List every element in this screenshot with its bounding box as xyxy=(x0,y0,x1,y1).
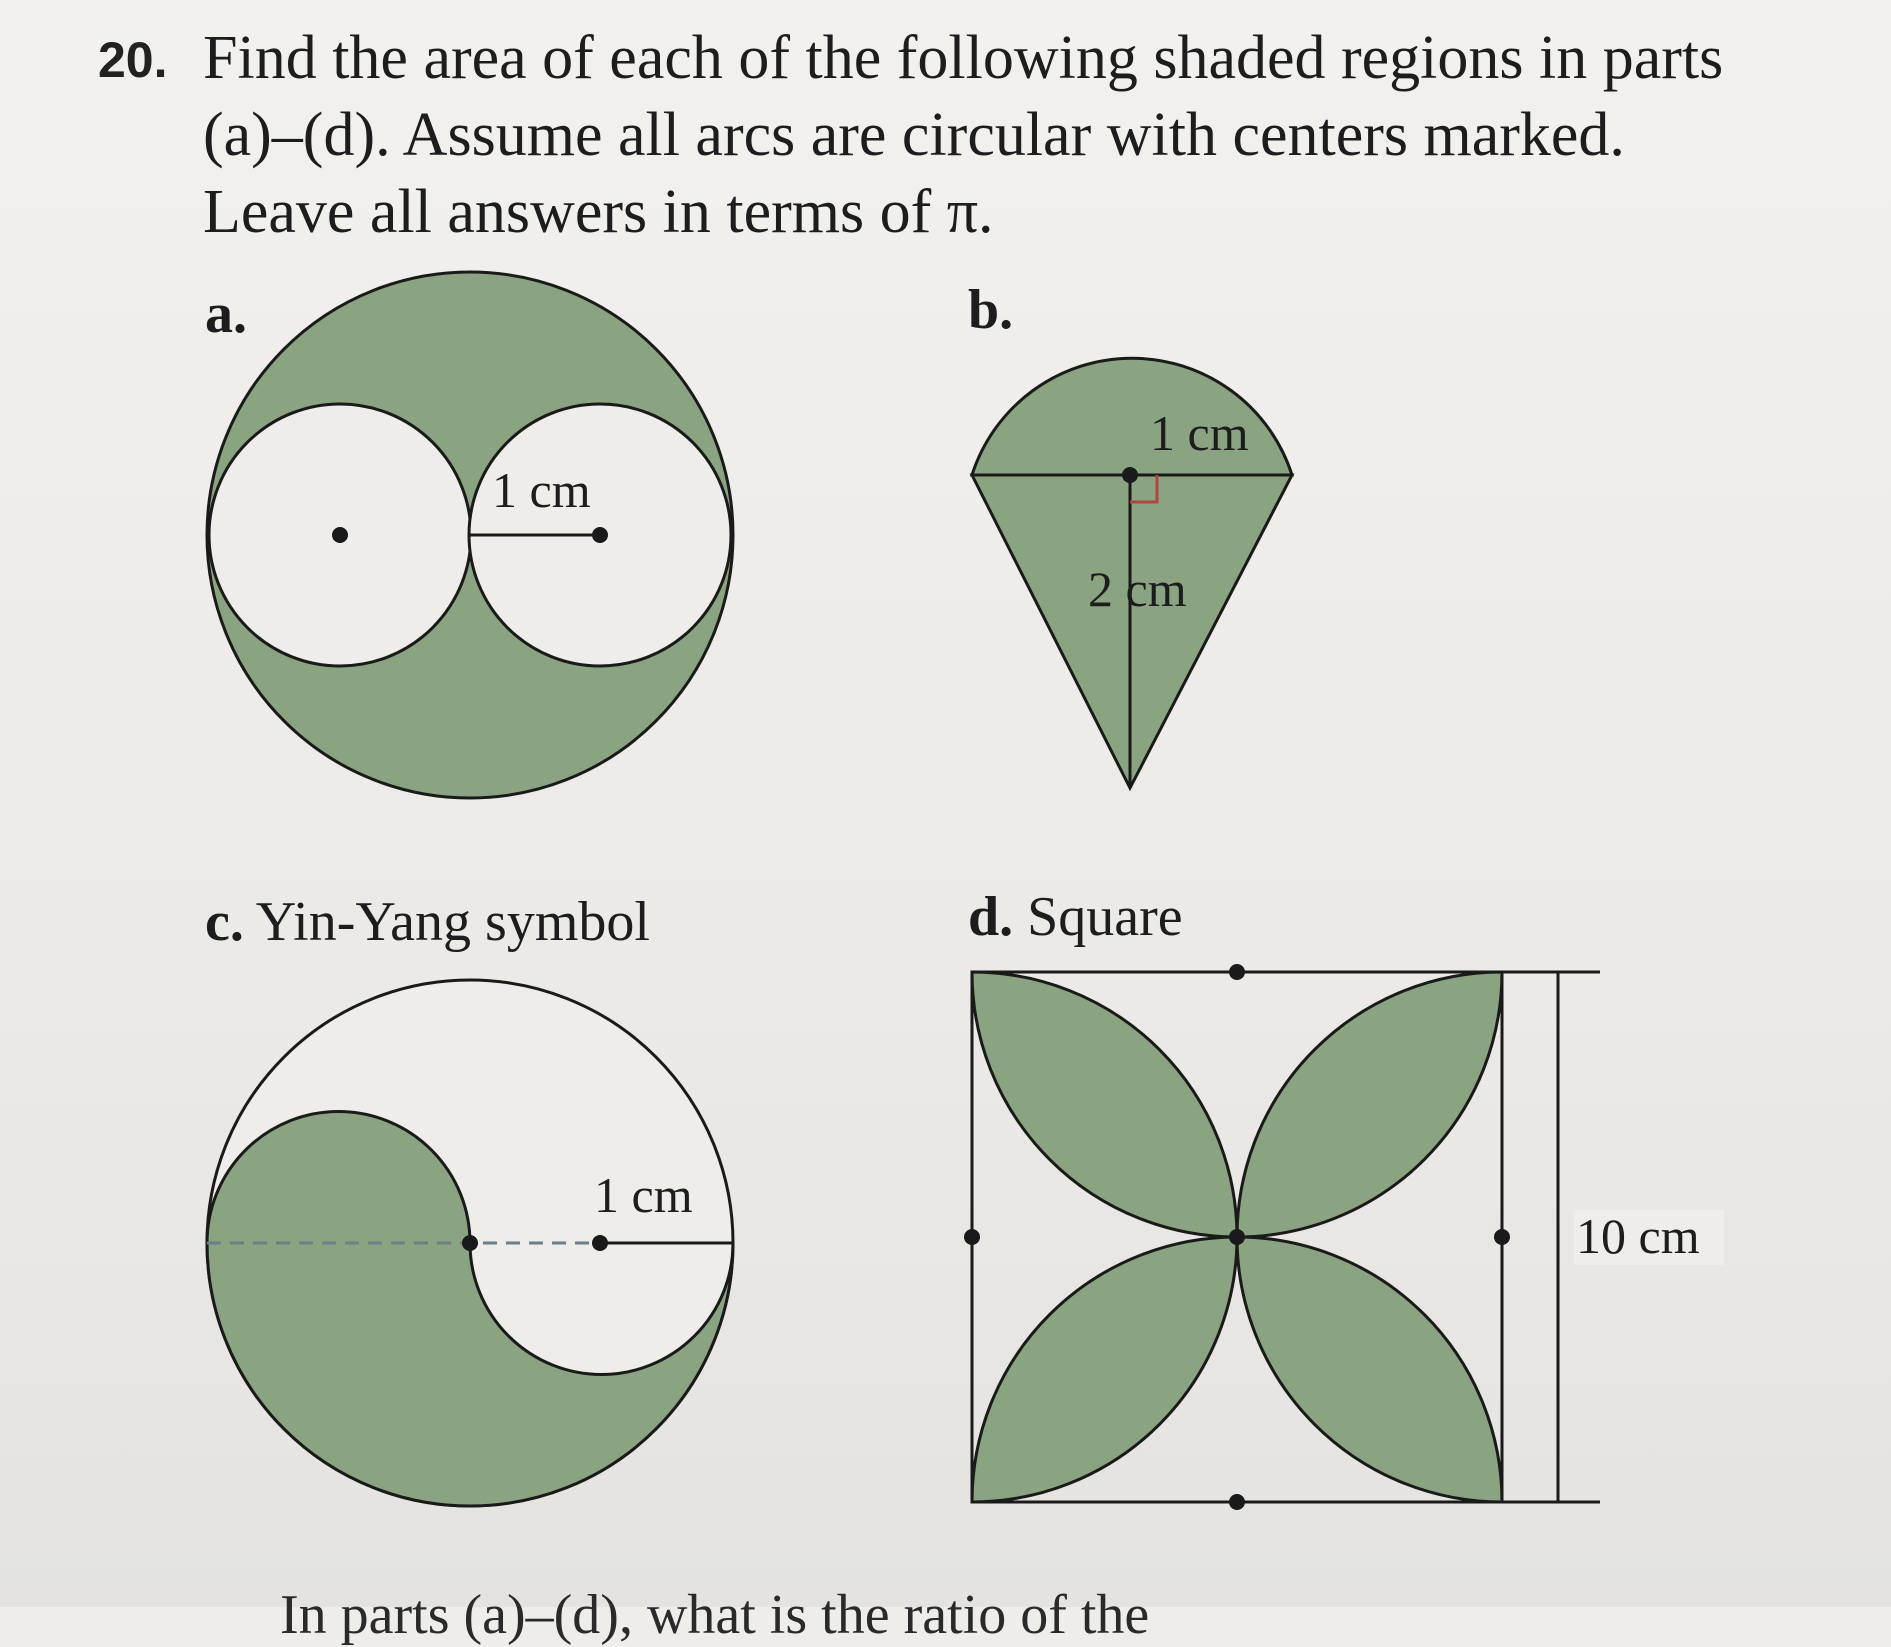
part-c-letter: c. xyxy=(205,891,244,953)
problem-statement: Find the area of each of the following shaded regions in parts (a)–(d). Assume all arcs are circular with centers marked. Leave all answers in terms of π. xyxy=(203,24,1724,246)
figure-b-top-dimension: 1 cm xyxy=(1150,405,1249,461)
figure-b-triangle xyxy=(972,475,1292,788)
part-d-letter: d. xyxy=(968,886,1014,948)
figure-d-center-bottom xyxy=(1229,1494,1245,1510)
figure-d-petal-top-left xyxy=(972,972,1237,1237)
figure-d-center-left xyxy=(964,1229,980,1245)
problem-number: 20. xyxy=(98,32,168,88)
figure-b-side-dimension: 2 cm xyxy=(1088,561,1187,617)
figure-c-dimension: 1 cm xyxy=(594,1167,693,1223)
figure-c-right-center xyxy=(592,1235,608,1251)
figure-b xyxy=(960,300,1360,800)
part-c-label xyxy=(205,890,650,954)
part-d-label xyxy=(968,885,1183,949)
part-d-caption: Square xyxy=(1027,886,1183,948)
figure-d-center-right xyxy=(1494,1229,1510,1245)
figure-b-center xyxy=(1122,467,1138,483)
figure-a-dimension: 1 cm xyxy=(492,462,591,518)
figure-d xyxy=(960,960,1780,1540)
part-c-caption: Yin-Yang symbol xyxy=(255,891,650,953)
figure-a xyxy=(190,260,750,820)
part-a-letter: a. xyxy=(205,283,247,345)
figure-a-left-center xyxy=(332,527,348,543)
figure-d-center-middle xyxy=(1229,1229,1245,1245)
bottom-partial-text: In parts (a)–(d), what is the ratio of the xyxy=(280,1584,1150,1646)
figure-d-petal-top-right xyxy=(1237,972,1502,1237)
part-b-letter: b. xyxy=(968,279,1014,341)
figure-c xyxy=(190,970,750,1530)
figure-c-left-center xyxy=(462,1235,478,1251)
figure-d-dimension: 10 cm xyxy=(1576,1208,1700,1264)
figure-d-petal-bottom-left xyxy=(972,1237,1237,1502)
figure-d-petal-bottom-right xyxy=(1237,1237,1502,1502)
figure-d-center-top xyxy=(1229,964,1245,980)
